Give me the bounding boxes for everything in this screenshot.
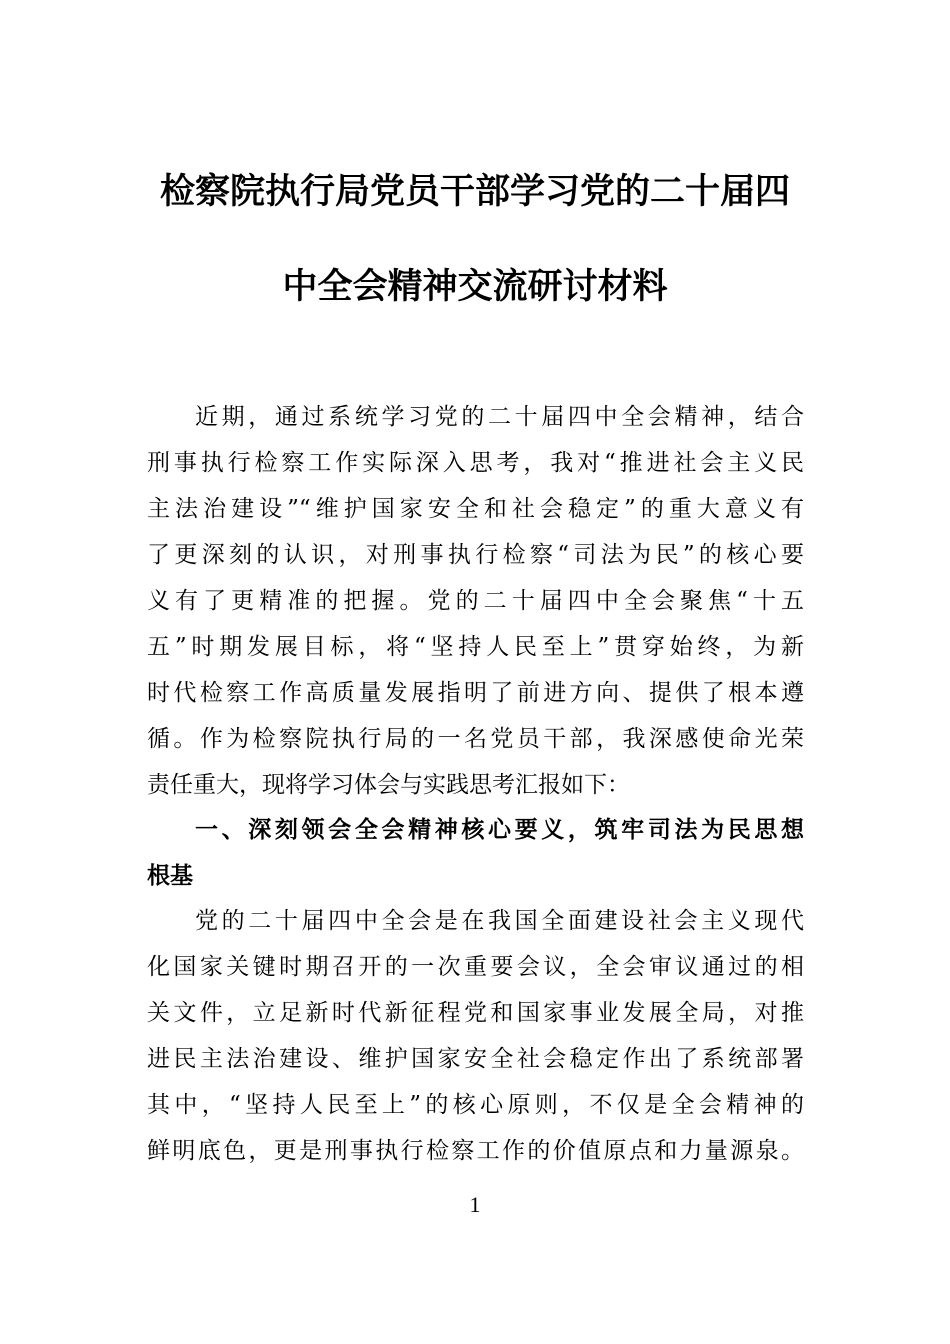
paragraph-2-line: 进民主法治建设、维护国家安全社会稳定作出了系统部署 [147, 1046, 804, 1072]
section-heading-1-line: 一、深刻领会全会精神核心要义，筑牢司法为民思想 [195, 817, 804, 843]
paragraph-2-line: 化国家关键时期召开的一次重要会议，全会审议通过的相 [147, 954, 804, 980]
paragraph-2-line: 关文件，立足新时代新征程党和国家事业发展全局，对推 [147, 1000, 804, 1026]
paragraph-1-line: 近期，通过系统学习党的二十届四中全会精神，结合 [195, 404, 804, 430]
paragraph-1-line: 义有了更精准的把握。党的二十届四中全会聚焦“十五 [147, 588, 804, 614]
paragraph-1-line: 刑事执行检察工作实际深入思考，我对“推进社会主义民 [147, 450, 804, 476]
document-title-line-2: 中全会精神交流研讨材料 [282, 266, 668, 307]
paragraph-1-line: 五”时期发展目标，将“坚持人民至上”贯穿始终，为新 [147, 634, 804, 660]
paragraph-2-line: 其中，“坚持人民至上”的核心原则，不仅是全会精神的 [147, 1092, 804, 1118]
paragraph-1-line: 时代检察工作高质量发展指明了前进方向、提供了根本遵 [147, 680, 804, 706]
paragraph-1-line: 责任重大，现将学习体会与实践思考汇报如下： [147, 772, 630, 798]
page-number: 1 [469, 1192, 481, 1217]
document-title-line-1: 检察院执行局党员干部学习党的二十届四 [159, 171, 790, 212]
paragraph-1-line: 了更深刻的认识，对刑事执行检察“司法为民”的核心要 [147, 542, 804, 568]
paragraph-2-line: 鲜明底色，更是刑事执行检察工作的价值原点和力量源泉。 [147, 1138, 804, 1164]
section-heading-1-line: 根基 [147, 863, 193, 889]
paragraph-1-line: 循。作为检察院执行局的一名党员干部，我深感使命光荣 [147, 726, 804, 752]
paragraph-2-line: 党的二十届四中全会是在我国全面建设社会主义现代 [195, 908, 804, 934]
paragraph-1-line: 主法治建设”“维护国家安全和社会稳定”的重大意义有 [147, 496, 804, 522]
